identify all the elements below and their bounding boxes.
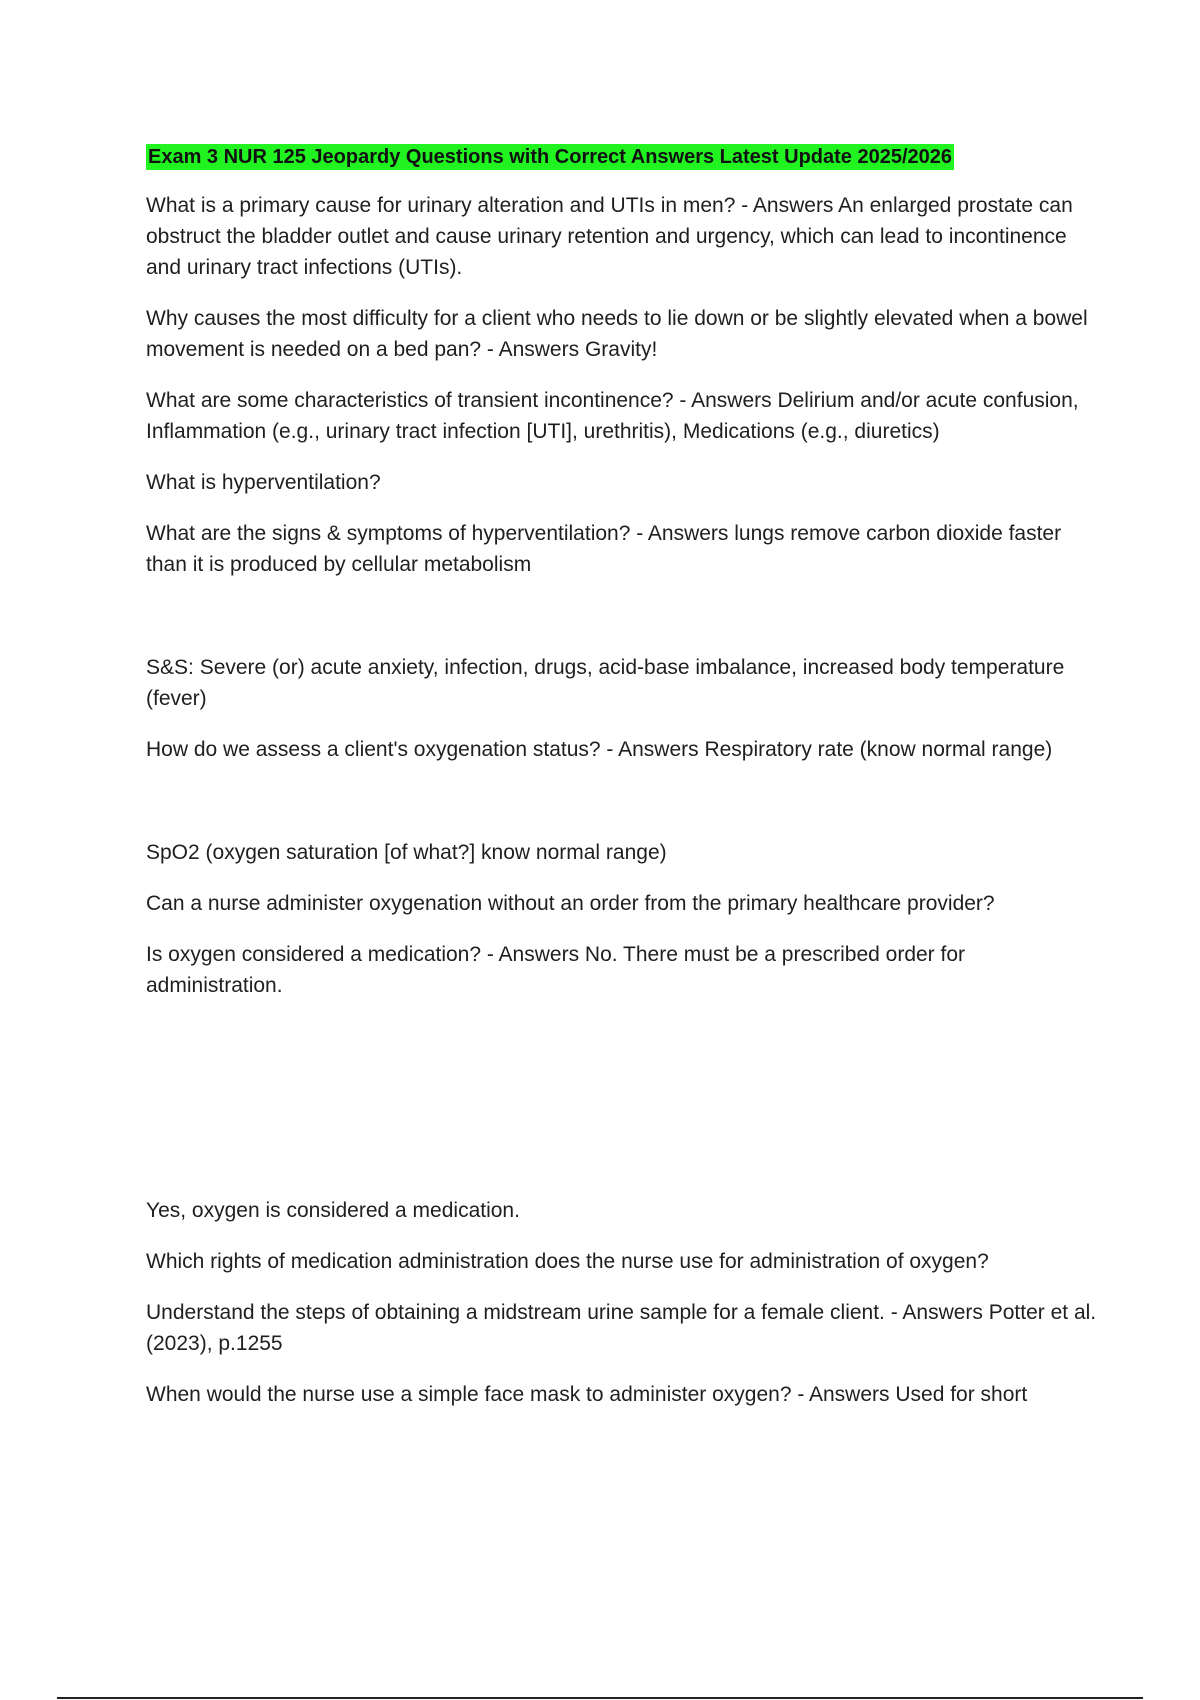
question-oxygen-order: Can a nurse administer oxygenation without an order from the primary healthcare provider? <box>146 892 995 915</box>
qa-urinary-alteration-men: What is a primary cause for urinary alteration and UTIs in men? - Answers An enlarged prostate can obstruct the bladder outlet and cause urinary retention and urgency, which can lead to incontinence and urinary tract infections (UTIs). <box>146 194 1073 279</box>
qa-oxygenation-assessment: How do we assess a client's oxygenation status? - Answers Respiratory rate (know normal range) <box>146 738 1053 761</box>
spacer <box>146 785 1106 837</box>
qa-oxygen-medication: Is oxygen considered a medication? - Answers No. There must be a prescribed order for administration. <box>146 943 966 997</box>
qa-midstream-urine-sample: Understand the steps of obtaining a midstream urine sample for a female client. - Answers Potter et al. (2023), p.1255 <box>146 1301 1097 1355</box>
qa-hyperventilation-signs: What are the signs & symptoms of hyperventilation? - Answers lungs remove carbon dioxide faster than it is produced by cellular metabolism <box>146 522 1062 576</box>
footer-divider <box>57 1697 1143 1699</box>
document-body <box>146 144 1106 1430</box>
spacer <box>146 600 1106 652</box>
document-title: Exam 3 NUR 125 Jeopardy Questions with Correct Answers Latest Update 2025/2026 <box>148 146 953 168</box>
question-medication-rights: Which rights of medication administration does the nurse use for administration of oxygen? <box>146 1250 989 1273</box>
qa-transient-incontinence: What are some characteristics of transient incontinence? - Answers Delirium and/or acute confusion, Inflammation (e.g., urinary tract infection [UTI], urethritis), Medications (e.g., diuretics) <box>146 389 1079 443</box>
text-signs-symptoms: S&S: Severe (or) acute anxiety, infection, drugs, acid-base imbalance, increased body temperature (fever) <box>146 656 1065 710</box>
qa-bed-pan-difficulty: Why causes the most difficulty for a client who needs to lie down or be slightly elevated when a bowel movement is needed on a bed pan? - Answers Gravity! <box>146 307 1088 361</box>
text-spo2: SpO2 (oxygen saturation [of what?] know normal range) <box>146 841 667 864</box>
question-hyperventilation: What is hyperventilation? <box>146 471 381 494</box>
spacer <box>146 1021 1106 1195</box>
text-oxygen-is-medication: Yes, oxygen is considered a medication. <box>146 1199 520 1222</box>
qa-simple-face-mask: When would the nurse use a simple face mask to administer oxygen? - Answers Used for short <box>146 1383 1028 1406</box>
